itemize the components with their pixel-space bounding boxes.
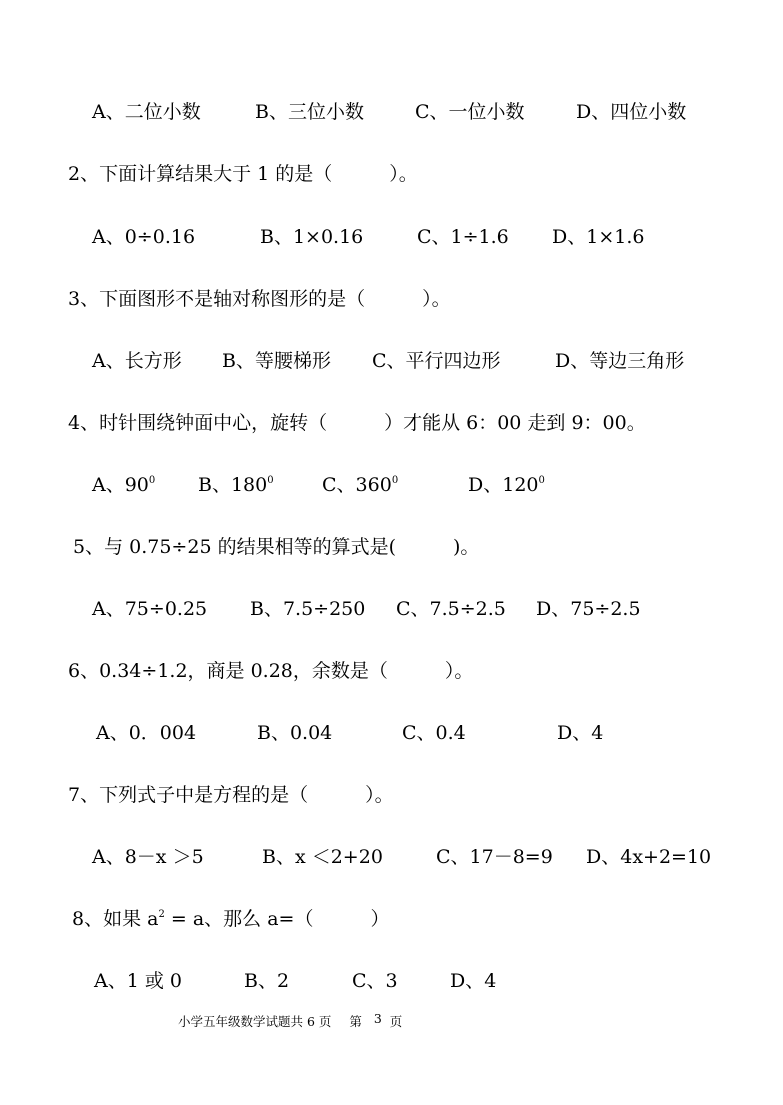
q4-option-d: D、$120^0$ — [468, 474, 545, 496]
q8-option-a: A、1 或 0 — [94, 970, 182, 992]
footer-page-number: 3 — [373, 1011, 382, 1026]
degree-mark: 0 — [538, 475, 545, 486]
q4-option-a: A、$90^0$ — [92, 474, 156, 496]
q2-option-a: A、0÷0.16 — [92, 226, 196, 248]
q5-stem: 5、与 0.75÷25 的结果相等的算式是( )。 — [73, 536, 480, 558]
q7-option-c: C、17－8=9 — [436, 846, 553, 868]
q7-option-b: B、x ＜2+20 — [262, 846, 383, 868]
q2-option-d: D、1×1.6 — [552, 226, 645, 248]
q2-option-b: B、1×0.16 — [260, 226, 364, 248]
q3-option-b: B、等腰梯形 — [222, 350, 331, 372]
footer-page-suffix: 页 — [389, 1014, 403, 1029]
q3-option-d: D、等边三角形 — [555, 350, 685, 372]
q3-option-a: A、长方形 — [92, 350, 182, 372]
q8-option-b: B、2 — [244, 970, 290, 992]
degree-mark: 0 — [267, 475, 274, 486]
q4-option-b: B、$180^0$ — [198, 474, 274, 496]
q2-stem: 2、下面计算结果大于 1 的是（ ）。 — [68, 163, 418, 185]
q1-option-b: B、三位小数 — [255, 101, 364, 123]
q7-option-a: A、8－x ＞5 — [92, 846, 204, 868]
q6-option-c: C、0.4 — [402, 722, 466, 744]
q7-stem: 7、下列式子中是方程的是（ ）。 — [68, 784, 394, 806]
q4-stem: 4、时针围绕钟面中心，旋转（ ）才能从 6：00 走到 9：00。 — [68, 412, 646, 434]
q3-option-c: C、平行四边形 — [372, 350, 501, 372]
q5-option-c: C、7.5÷2.5 — [396, 598, 506, 620]
q2-option-c: C、1÷1.6 — [417, 226, 509, 248]
q8-stem: 8、如果 $a^2 = a$、那么 a=（ ） — [72, 908, 390, 930]
q6-stem: 6、0.34÷1.2，商是 0.28，余数是（ ）。 — [68, 660, 474, 682]
q1-option-d: D、四位小数 — [576, 101, 687, 123]
q1-option-a: A、二位小数 — [92, 101, 201, 123]
q5-option-d: D、75÷2.5 — [536, 598, 641, 620]
degree-mark: 0 — [391, 475, 399, 486]
q6-option-b: B、0.04 — [257, 722, 333, 744]
q1-option-c: C、一位小数 — [415, 101, 525, 123]
q6-option-a: A、0．004 — [96, 722, 197, 744]
footer-page-prefix: 第 — [349, 1014, 362, 1029]
footer-total-pages: 小学五年级数学试题共 6 页 — [178, 1014, 332, 1029]
q7-option-d: D、4x+2=10 — [586, 846, 712, 868]
q4-option-c: C、$360^0$ — [322, 474, 399, 496]
q5-option-b: B、7.5÷250 — [250, 598, 366, 620]
q6-option-d: D、4 — [557, 722, 604, 744]
page-footer — [178, 1011, 403, 1030]
q5-option-a: A、75÷0.25 — [92, 598, 208, 620]
q3-stem: 3、下面图形不是轴对称图形的是（ ）。 — [68, 288, 451, 310]
q8-option-d: D、4 — [450, 970, 497, 992]
degree-mark: 0 — [148, 475, 156, 486]
q8-option-c: C、3 — [352, 970, 398, 992]
